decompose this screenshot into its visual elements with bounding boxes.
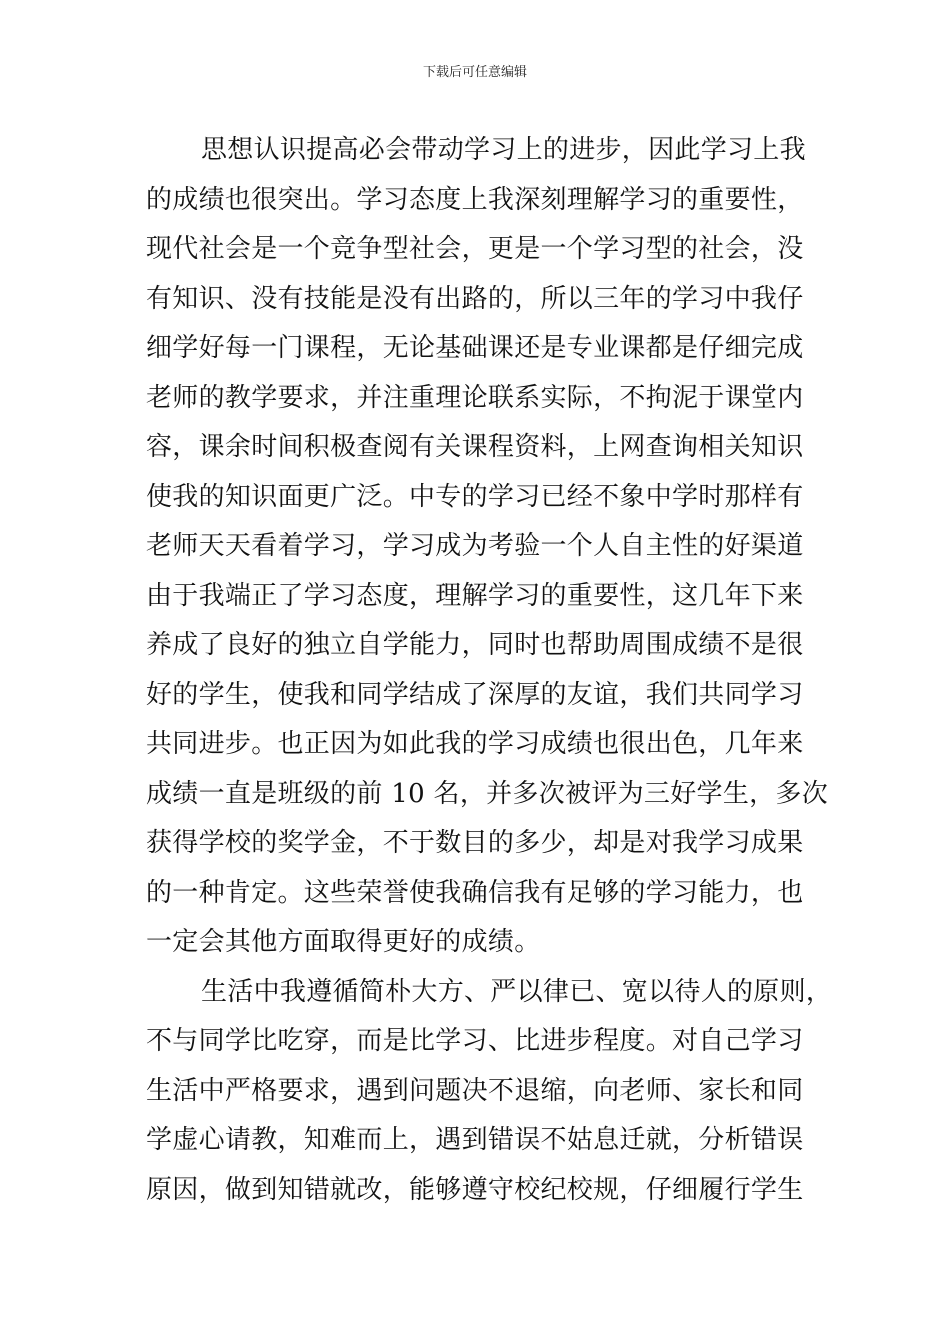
paragraph-1-line-15: 获得学校的奖学金，不于数目的多少，却是对我学习成果 bbox=[146, 828, 804, 858]
paragraph-2-line-3: 生活中严格要求，遇到问题决不退缩，向老师、家长和同 bbox=[146, 1075, 804, 1106]
paragraph-1-line-4: 有知识、没有技能是没有出路的，所以三年的学习中我仔 bbox=[146, 283, 804, 314]
page-header: 下载后可任意编辑 bbox=[422, 65, 527, 80]
paragraph-1-line-6: 老师的教学要求，并注重理论联系实际，不拘泥于课堂内 bbox=[146, 382, 804, 413]
paragraph-1-line-2: 的成绩也很突出。学习态度上我深刻理解学习的重要性， bbox=[146, 184, 804, 215]
document-body bbox=[146, 126, 833, 1215]
paragraph-1-line-14: 成绩一直是班级的前 10 名，并多次被评为三好学生，多次 bbox=[146, 778, 829, 809]
paragraph-1-line-16: 的一种肯定。这些荣誉使我确信我有足够的学习能力，也 bbox=[146, 877, 804, 908]
paragraph-1-line-1: 思想认识提高必会带动学习上的进步，因此学习上我 bbox=[201, 135, 806, 165]
paragraph-1-line-7: 容，课余时间积极查阅有关课程资料，上网查询相关知识 bbox=[146, 432, 804, 462]
paragraph-2-line-4: 学虚心请教，知难而上，遇到错误不姑息迁就，分析错误 bbox=[146, 1125, 804, 1155]
paragraph-1-line-9: 老师天天看着学习，学习成为考验一个人自主性的好渠道 bbox=[146, 531, 804, 561]
paragraph-1-line-5: 细学好每一门课程，无论基础课还是专业课都是仔细完成 bbox=[146, 333, 804, 363]
paragraph-2-line-5: 原因，做到知错就改，能够遵守校纪校规，仔细履行学生 bbox=[146, 1174, 804, 1205]
paragraph-1-line-11: 养成了良好的独立自学能力，同时也帮助周围成绩不是很 bbox=[146, 630, 804, 660]
paragraph-1-line-8: 使我的知识面更广泛。中专的学习已经不象中学时那样有 bbox=[146, 481, 804, 512]
paragraph-1-line-13: 共同进步。也正因为如此我的学习成绩也很出色，几年来 bbox=[146, 729, 804, 759]
paragraph-2-line-2: 不与同学比吃穿，而是比学习、比进步程度。对自己学习 bbox=[146, 1026, 804, 1056]
paragraph-1-line-12: 好的学生，使我和同学结成了深厚的友谊，我们共同学习 bbox=[146, 679, 804, 710]
paragraph-2-line-1: 生活中我遵循简朴大方、严以律已、宽以待人的原则， bbox=[201, 976, 833, 1007]
paragraph-1-line-3: 现代社会是一个竞争型社会，更是一个学习型的社会，没 bbox=[146, 234, 804, 264]
paragraph-1-line-10: 由于我端正了学习态度，理解学习的重要性，这几年下来 bbox=[146, 580, 804, 611]
paragraph-1-line-17: 一定会其他方面取得更好的成绩。 bbox=[146, 927, 541, 957]
